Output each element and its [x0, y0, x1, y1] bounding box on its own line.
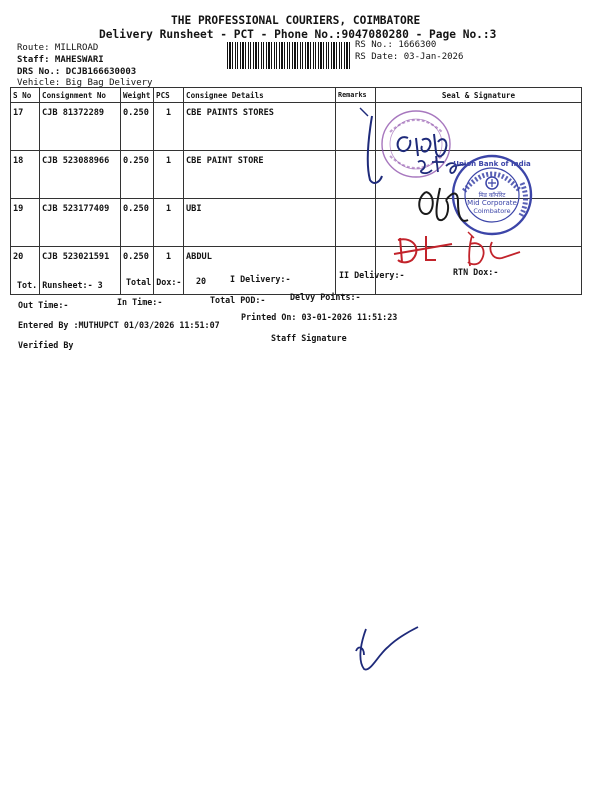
cell-consignment: CJB 523088966 [40, 151, 121, 199]
cell-weight: 0.250 [121, 151, 154, 199]
signature-row-20-icon [392, 230, 532, 275]
cell-consignee: CBE PAINT STORE [184, 151, 336, 199]
col-header-consignment: Consignment No [40, 88, 121, 103]
cell-sno: 20 [11, 247, 40, 295]
route-label: Route: MILLROAD [17, 43, 99, 53]
cell-pcs: 1 [154, 247, 184, 295]
rtn-dox: RTN Dox:- [453, 267, 499, 277]
cell-pcs: 1 [154, 151, 184, 199]
cell-consignee: UBI [184, 199, 336, 247]
tot-runsheet: Tot. Runsheet:- 3 [17, 280, 103, 290]
in-time: In Time:- [117, 297, 163, 307]
col-header-remarks: Remarks [336, 88, 376, 103]
rs-date: RS Date: 03-Jan-2026 [355, 52, 464, 62]
cell-pcs: 1 [154, 199, 184, 247]
staff-label: Staff: MAHESWARI [17, 55, 104, 65]
cell-consignment: CJB 81372289 [40, 103, 121, 151]
staff-signature: Staff Signature [271, 333, 347, 343]
table-header-row [11, 88, 582, 103]
entered-by: Entered By :MUTHUPCT 01/03/2026 11:51:07 [18, 320, 220, 330]
verified-by: Verified By [18, 340, 74, 350]
cell-weight: 0.250 [121, 103, 154, 151]
cell-sno: 18 [11, 151, 40, 199]
total-dox-value: 20 [196, 276, 207, 286]
cell-sno: 19 [11, 199, 40, 247]
delvy-points: Delvy Points:- [290, 292, 361, 302]
vehicle-label: Vehicle: Big Bag Delivery [17, 78, 153, 88]
total-dox-label: Total Dox:- [126, 277, 182, 287]
rs-number: RS No.: 1666300 [355, 40, 437, 50]
cell-weight: 0.250 [121, 199, 154, 247]
col-header-sno: S No [11, 88, 40, 103]
out-time: Out Time:- [18, 300, 69, 310]
cell-consignee: ABDUL [184, 247, 336, 295]
bank-stamp-name: Union Bank of India [453, 160, 531, 168]
page-title: THE PROFESSIONAL COURIERS, COIMBATORE [171, 14, 421, 27]
bank-stamp-line1: Mid Corporate [467, 199, 517, 207]
signature-row-19-icon [412, 180, 482, 230]
bottom-scribble-icon [352, 625, 422, 675]
cell-consignment: CJB 523021591 [40, 247, 121, 295]
second-delivery: II Delivery:- [339, 270, 405, 280]
first-delivery: I Delivery:- [230, 274, 291, 284]
col-header-signature: Seal & Signature [376, 88, 582, 103]
total-pod: Total POD:- [210, 295, 266, 305]
drs-number: DRS No.: DCJB166630003 [17, 67, 137, 77]
barcode [227, 42, 352, 69]
page-subtitle: Delivery Runsheet - PCT - Phone No.:9047080280 - Page No.:3 [99, 28, 497, 41]
bank-stamp-line2: Coimbatore [473, 207, 511, 215]
cell-weight: 0.250 [121, 247, 154, 295]
cell-sno: 17 [11, 103, 40, 151]
printed-on: Printed On: 03-01-2026 11:51:23 [241, 312, 398, 322]
col-header-consignee: Consignee Details [184, 88, 336, 103]
bank-stamp-hindi: मिड कॉर्पोरेट [478, 192, 506, 199]
col-header-weight: Weight [121, 88, 154, 103]
cell-pcs: 1 [154, 103, 184, 151]
col-header-pcs: PCS [154, 88, 184, 103]
cell-remarks [336, 199, 376, 247]
remarks-mark-icon [358, 106, 372, 120]
table-row [11, 103, 582, 151]
cell-consignee: CBE PAINTS STORES [184, 103, 336, 151]
cell-consignment: CJB 523177409 [40, 199, 121, 247]
